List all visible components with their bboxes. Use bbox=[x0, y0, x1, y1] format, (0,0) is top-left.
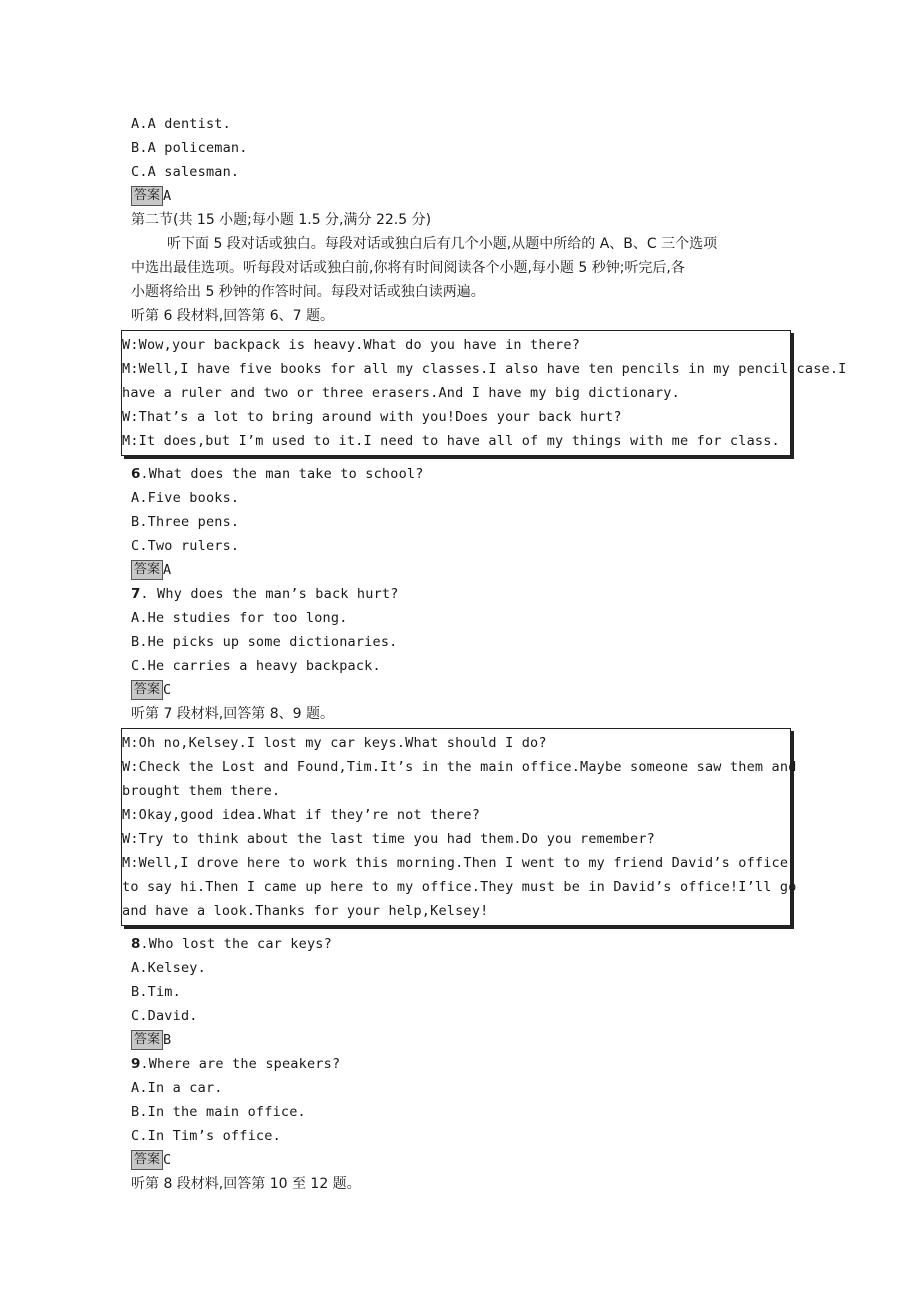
q9-answer-row bbox=[131, 1148, 791, 1172]
q6-stem bbox=[131, 462, 791, 486]
q6-number: 6 bbox=[131, 466, 141, 482]
transcript-line: M:Well,I drove here to work this morning.Then I went to my friend David’s office bbox=[122, 855, 789, 871]
q5-option-c: C.A salesman. bbox=[131, 164, 240, 180]
q5-answer-row bbox=[131, 184, 791, 208]
exam-page bbox=[122, 112, 847, 1196]
q8-option-c: C.David. bbox=[131, 1008, 198, 1024]
q6-answer: A bbox=[163, 562, 172, 578]
transcript-line: and have a look.Thanks for your help,Kelsey! bbox=[122, 903, 489, 919]
section-instructions-3: 小题将给出 5 秒钟的作答时间。每段对话或独白读两遍。 bbox=[131, 284, 485, 300]
q7-option-c: C.He carries a heavy backpack. bbox=[131, 658, 381, 674]
transcript-line: W:Try to think about the last time you had them.Do you remember? bbox=[122, 831, 655, 847]
q8-stem bbox=[131, 932, 791, 956]
q7-number: 7 bbox=[131, 586, 141, 602]
q7-answer: C bbox=[163, 682, 172, 698]
q7-text: . Why does the man’s back hurt? bbox=[140, 586, 399, 602]
q5-answer: A bbox=[163, 188, 172, 204]
q9-text: .Where are the speakers? bbox=[140, 1056, 341, 1072]
q5-option-a: A.A dentist. bbox=[131, 116, 231, 132]
section-instructions-2: 中选出最佳选项。听每段对话或独白前,你将有时间阅读各个小题,每小题 5 秒钟;听完后,各 bbox=[131, 260, 685, 276]
transcript-line: brought them there. bbox=[122, 783, 281, 799]
transcript-line: W:Check the Lost and Found,Tim.It’s in the main office.Maybe someone saw them and bbox=[122, 759, 797, 775]
passage7-transcript-box bbox=[121, 728, 797, 926]
q6-option-c: C.Two rulers. bbox=[131, 538, 240, 554]
q9-answer: C bbox=[163, 1152, 172, 1168]
q8-answer: B bbox=[163, 1032, 172, 1048]
transcript-line: M:It does,but I’m used to it.I need to have all of my things with me for class. bbox=[122, 433, 780, 449]
section-title: 第二节(共 15 小题;每小题 1.5 分,满分 22.5 分) bbox=[131, 212, 432, 228]
transcript-line: to say hi.Then I came up here to my office.They must be in David’s office!I’ll go bbox=[122, 879, 797, 895]
q8-answer-row bbox=[131, 1028, 791, 1052]
q8-number: 8 bbox=[131, 936, 141, 952]
q7-stem bbox=[131, 582, 791, 606]
q5-option-b: B.A policeman. bbox=[131, 140, 248, 156]
transcript-line: W:That’s a lot to bring around with you!Does your back hurt? bbox=[122, 409, 622, 425]
transcript-line: have a ruler and two or three erasers.And I have my big dictionary. bbox=[122, 385, 680, 401]
q8-option-b: B.Tim. bbox=[131, 984, 181, 1000]
passage8-heading: 听第 8 段材料,回答第 10 至 12 题。 bbox=[131, 1176, 361, 1192]
section-instructions-1: 听下面 5 段对话或独白。每段对话或独白后有几个小题,从题中所给的 A、B、C 三个选项 bbox=[167, 236, 718, 252]
q9-option-a: A.In a car. bbox=[131, 1080, 223, 1096]
answer-tag: 答案 bbox=[131, 186, 163, 206]
q9-option-b: B.In the main office. bbox=[131, 1104, 306, 1120]
q7-answer-row bbox=[131, 678, 791, 702]
q7-option-a: A.He studies for too long. bbox=[131, 610, 348, 626]
q6-text: .What does the man take to school? bbox=[140, 466, 424, 482]
q6-option-b: B.Three pens. bbox=[131, 514, 240, 530]
answer-tag: 答案 bbox=[131, 680, 163, 700]
passage7-heading: 听第 7 段材料,回答第 8、9 题。 bbox=[131, 706, 334, 722]
transcript-line: M:Oh no,Kelsey.I lost my car keys.What should I do? bbox=[122, 735, 547, 751]
transcript-line: M:Well,I have five books for all my classes.I also have ten pencils in my pencil case.I bbox=[122, 361, 847, 377]
q9-stem bbox=[131, 1052, 791, 1076]
q9-number: 9 bbox=[131, 1056, 141, 1072]
q6-option-a: A.Five books. bbox=[131, 490, 240, 506]
passage6-heading: 听第 6 段材料,回答第 6、7 题。 bbox=[131, 308, 334, 324]
passage6-transcript-box bbox=[121, 330, 847, 456]
q9-option-c: C.In Tim’s office. bbox=[131, 1128, 281, 1144]
transcript-line: W:Wow,your backpack is heavy.What do you have in there? bbox=[122, 337, 581, 353]
answer-tag: 答案 bbox=[131, 1150, 163, 1170]
q7-option-b: B.He picks up some dictionaries. bbox=[131, 634, 398, 650]
q8-option-a: A.Kelsey. bbox=[131, 960, 206, 976]
answer-tag: 答案 bbox=[131, 560, 163, 580]
q8-text: .Who lost the car keys? bbox=[140, 936, 332, 952]
q6-answer-row bbox=[131, 558, 791, 582]
transcript-line: M:Okay,good idea.What if they’re not there? bbox=[122, 807, 481, 823]
answer-tag: 答案 bbox=[131, 1030, 163, 1050]
